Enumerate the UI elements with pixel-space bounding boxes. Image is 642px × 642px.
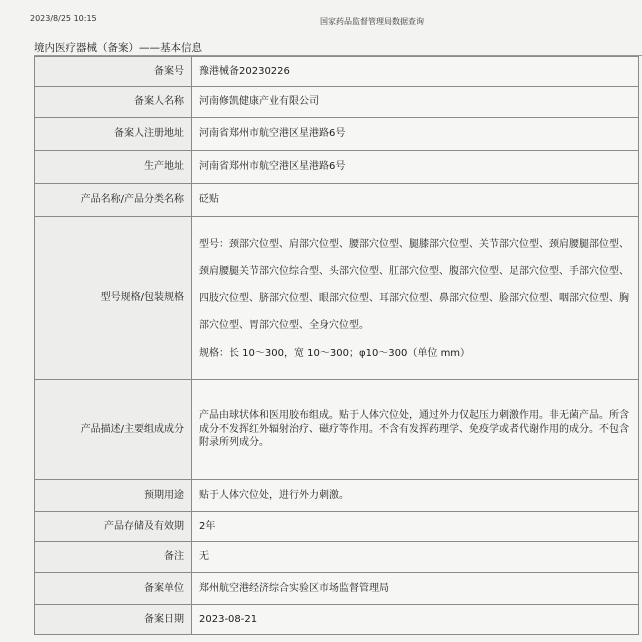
model-list-text: 型号：颈部穴位型、肩部穴位型、腰部穴位型、腿膝部穴位型、关节部穴位型、颈肩腰腿部位型、颈肩腰腿关节部穴位综合型、头部穴位型、肛部穴位型、腹部穴位型、足部穴位型、手部穴位型、四肢穴位型、脐部穴位型、眼部穴位型、耳部穴位型、鼻部穴位型、脸部穴位型、咽部穴位型、胸部穴位型、胃部穴位型、全身穴位型。 [199, 238, 629, 331]
registrant-name-value: 河南修凯健康产业有限公司 [192, 87, 639, 118]
table-row-remarks [35, 542, 639, 573]
description-value: 产品由球状体和医用胶布组成。贴于人体穴位处，通过外力仅起压力刺激作用。非无菌产品。所含成分不发挥红外辐射治疗、磁疗等作用。不含有发挥药理学、免疫学或者代谢作用的成分。不包含附录所列成分。 [192, 380, 639, 480]
filing-unit-value: 郑州航空港经济综合实验区市场监督管理局 [192, 573, 639, 605]
production-address-value: 河南省郑州市航空港区星港路6号 [192, 151, 639, 184]
table-row-filing-unit [35, 573, 639, 605]
spec-text: 规格：长 10～300，宽 10～300；φ10～300（单位 mm） [199, 347, 471, 359]
registrant-address-value: 河南省郑州市航空港区星港路6号 [192, 118, 639, 151]
model-spec-label: 型号规格/包装规格 [35, 217, 192, 380]
remarks-value: 无 [192, 542, 639, 573]
record-number-value: 豫港械备20230226 [192, 57, 639, 87]
table-row-intended-use [35, 480, 639, 512]
intended-use-label: 预期用途 [35, 480, 192, 512]
table-row-production-address [35, 151, 639, 184]
product-name-value: 砭贴 [192, 184, 639, 217]
storage-value: 2年 [192, 512, 639, 542]
product-name-label: 产品名称/产品分类名称 [35, 184, 192, 217]
table-row-product-name [35, 184, 639, 217]
storage-label: 产品存储及有效期 [35, 512, 192, 542]
table-row-storage [35, 512, 639, 542]
remarks-label: 备注 [35, 542, 192, 573]
table-row-registrant-address [35, 118, 639, 151]
table-row-record-number [35, 57, 639, 87]
section-title: 境内医疗器械（备案）——基本信息 [34, 42, 202, 54]
table-row-description [35, 380, 639, 480]
record-number-label: 备案号 [35, 57, 192, 87]
table-row-registrant-name [35, 87, 639, 118]
filing-unit-label: 备案单位 [35, 573, 192, 605]
table-row-filing-date [35, 605, 639, 635]
description-label: 产品描述/主要组成成分 [35, 380, 192, 480]
filing-date-value: 2023-08-21 [192, 605, 639, 635]
production-address-label: 生产地址 [35, 151, 192, 184]
registrant-address-label: 备案人注册地址 [35, 118, 192, 151]
print-page-title: 国家药品监督管理局数据查询 [320, 17, 424, 26]
table-row-model-spec [35, 217, 639, 380]
intended-use-value: 贴于人体穴位处，进行外力刺激。 [192, 480, 639, 512]
device-info-table [34, 56, 639, 635]
filing-date-label: 备案日期 [35, 605, 192, 635]
model-spec-value-cell [192, 217, 639, 380]
registrant-name-label: 备案人名称 [35, 87, 192, 118]
print-datetime: 2023/8/25 10:15 [30, 14, 97, 23]
